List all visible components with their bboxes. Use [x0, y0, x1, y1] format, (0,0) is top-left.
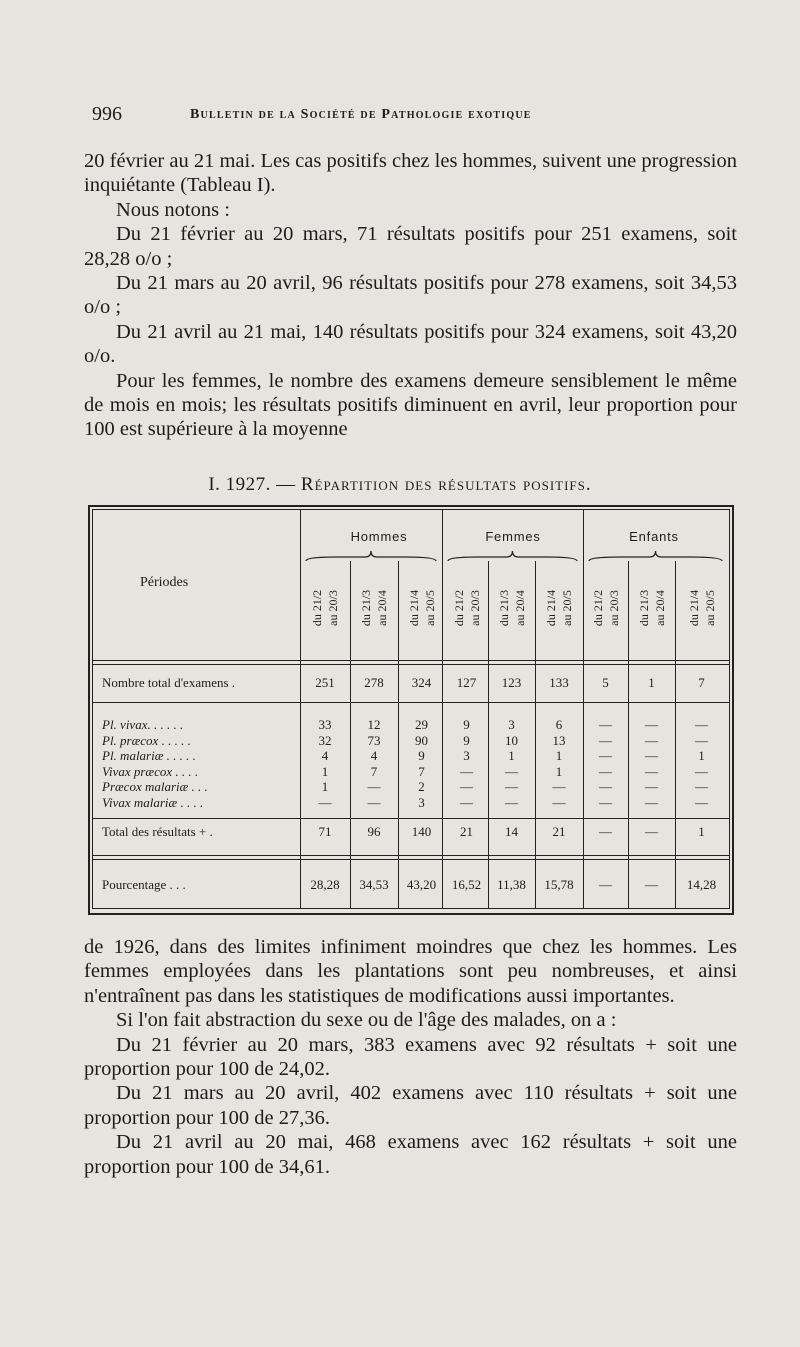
row-label-species: Vivax malariæ . . . .	[102, 794, 204, 810]
table-cell: 5	[602, 675, 609, 690]
body-text-before-table	[84, 149, 737, 442]
table-cell: —	[599, 794, 612, 810]
table-cell: —	[695, 732, 708, 748]
paragraph: Du 21 mars au 20 avril, 402 examens avec 110 résultats + soit une proportion pour 100 de 27,36.	[84, 1082, 737, 1129]
paragraph: de 1926, dans des limites infiniment moindres que chez les hommes. Les femmes employées dans les plantations sont peu nombreuses, et ainsi n'entraînent pas dans les statistiques de modifications aussi importantes.	[84, 936, 737, 1007]
period-header-line-1: du 21/2	[590, 589, 605, 627]
paragraph: Si l'on fait abstraction du sexe ou de l'âge des malades, on a :	[116, 1009, 617, 1032]
table-cell: —	[505, 763, 518, 779]
row-label-species: Pl. vivax. . . . . .	[102, 717, 184, 732]
table-cell: 96	[367, 824, 381, 839]
table-cell: 1	[698, 824, 705, 839]
paragraph: Nous notons :	[116, 198, 230, 221]
table-cell: 33	[318, 717, 332, 732]
row-label-species: Pl. præcox . . . . .	[102, 732, 191, 748]
results-table	[88, 505, 734, 915]
period-header-line-2: au 20/4	[512, 590, 527, 626]
table-cell: 133	[549, 675, 569, 690]
table-cell: 3	[418, 794, 425, 810]
table-cell: —	[367, 779, 381, 794]
period-header-line-1: du 21/3	[496, 589, 511, 627]
table-rule	[93, 859, 729, 860]
paragraph: Du 21 avril au 20 mai, 468 examens avec 162 résultats + soit une proportion pour 100 de 34,61.	[84, 1131, 737, 1178]
table-cell: —	[552, 794, 566, 810]
table-cell: —	[505, 779, 518, 794]
period-header-line-2: au 20/4	[375, 590, 389, 626]
table-column-rule	[300, 510, 301, 908]
table-cell: —	[645, 748, 658, 763]
table-cell: 29	[415, 717, 428, 732]
table-cell: 10	[505, 732, 518, 748]
table-cell: —	[695, 794, 708, 810]
period-header-line-1: du 21/2	[310, 589, 324, 627]
table-cell: —	[599, 877, 612, 892]
table-cell: —	[318, 794, 332, 810]
row-label-species: Vivax præcox . . . .	[102, 763, 199, 779]
table-cell: —	[505, 794, 518, 810]
table-cell: —	[695, 717, 708, 732]
table-cell: —	[599, 732, 612, 748]
paragraph: Pour les femmes, le nombre des examens demeure sensiblement le même de mois en mois; les résultats positifs diminuent en avril, leur proportion pour 100 est supérieure à la moyenne	[84, 369, 737, 441]
table-cell: 6	[555, 717, 563, 732]
table-cell: —	[460, 763, 473, 779]
table-cell: —	[645, 824, 658, 839]
table-column-rule	[442, 510, 443, 908]
table-cell: 14,28	[686, 877, 717, 892]
group-brace-icon	[446, 549, 579, 563]
table-cell: —	[460, 779, 473, 794]
table-cell: 123	[501, 675, 522, 690]
period-header-line-2: au 20/3	[326, 590, 340, 626]
table-cell: 73	[367, 732, 381, 748]
period-header-line-1: du 21/4	[686, 589, 701, 627]
table-cell: —	[695, 779, 708, 794]
table-cell: 3	[463, 748, 470, 763]
running-header	[92, 103, 742, 133]
table-cell: —	[645, 779, 658, 794]
row-label-species: Præcox malariæ . . .	[102, 779, 208, 794]
table-cell: 9	[418, 748, 425, 763]
table-cell: 21	[460, 824, 473, 839]
row-label-total-results: Total des résultats + .	[102, 824, 213, 839]
period-header-line-1: du 21/3	[636, 589, 651, 627]
group-brace-icon	[304, 549, 438, 563]
table-cell: —	[552, 779, 566, 794]
table-cell: 278	[364, 675, 384, 690]
table-cell: 2	[418, 779, 425, 794]
paragraph: 20 février au 21 mai. Les cas positifs chez les hommes, suivent une progression inquiétante (Tableau I).	[84, 150, 737, 197]
table-cell: 28,28	[310, 877, 340, 892]
table-cell: —	[367, 794, 381, 810]
table-cell: 140	[411, 824, 432, 839]
table-caption	[0, 474, 800, 496]
table-cell: 43,20	[406, 877, 437, 892]
table-cell: 12	[367, 717, 381, 732]
table-cell: —	[645, 717, 658, 732]
table-cell: 1	[321, 763, 329, 779]
row-label-percentage: Pourcentage . . .	[102, 877, 186, 892]
table-cell: —	[645, 794, 658, 810]
table-cell: 14	[505, 824, 518, 839]
paragraph: Du 21 avril au 21 mai, 140 résultats positifs pour 324 examens, soit 43,20 o/o.	[84, 320, 737, 368]
table-cell: 1	[555, 748, 563, 763]
table-cell: 7	[370, 763, 378, 779]
group-brace-icon	[587, 549, 724, 563]
table-caption-title: Répartition des résultats positifs.	[300, 474, 592, 495]
table-cell: 32	[318, 732, 332, 748]
table-cell: 324	[411, 675, 432, 690]
period-header-line-2: au 20/3	[467, 590, 482, 626]
row-label-species: Pl. malariæ . . . . .	[102, 748, 196, 763]
table-cell: 16,52	[451, 877, 482, 892]
table-cell: —	[645, 732, 658, 748]
paragraph: Du 21 février au 20 mars, 383 examens avec 92 résultats + soit une proportion pour 100 de 24,02.	[84, 1033, 737, 1081]
table-cell: —	[599, 763, 612, 779]
table-cell: —	[599, 748, 612, 763]
table-cell: 9	[463, 717, 470, 732]
body-text-after-table	[84, 935, 737, 1179]
table-cell: —	[460, 794, 473, 810]
period-header-line-2: au 20/5	[422, 590, 437, 626]
periods-header: Périodes	[140, 575, 189, 590]
table-cell: 21	[552, 824, 566, 839]
table-cell: 3	[508, 717, 515, 732]
table-cell: 1	[555, 763, 563, 779]
table-cell: —	[599, 779, 612, 794]
table-cell: 1	[648, 675, 655, 690]
table-cell: 15,78	[544, 877, 574, 892]
group-header-femmes: Femmes	[485, 529, 541, 544]
table-cell: 1	[508, 748, 515, 763]
table-cell: 7	[698, 675, 705, 690]
period-header-line-1: du 21/4	[406, 589, 421, 627]
table-cell: 1	[321, 779, 329, 794]
table-caption-number: I. 1927. —	[208, 474, 296, 495]
group-header-enfants: Enfants	[629, 529, 679, 544]
page-number: 996	[92, 103, 122, 125]
table-cell: 251	[315, 675, 335, 690]
table-cell: —	[645, 763, 658, 779]
table-rule	[93, 664, 729, 665]
period-header-line-2: au 20/5	[702, 590, 717, 626]
journal-title: Bulletin de la Société de Pathologie exotique	[190, 107, 532, 122]
table-column-rule	[583, 510, 584, 908]
table-cell: 7	[418, 763, 425, 779]
table-cell: 71	[318, 824, 332, 839]
row-label-total-exams: Nombre total d'examens .	[102, 675, 236, 690]
period-header-line-1: du 21/3	[359, 589, 373, 627]
table-cell: 11,38	[497, 877, 526, 892]
group-header-hommes: Hommes	[350, 529, 408, 544]
table-cell: 34,53	[359, 877, 389, 892]
period-header-line-2: au 20/4	[652, 590, 667, 626]
table-cell: 127	[456, 675, 477, 690]
table-rule	[93, 702, 729, 703]
period-header-line-1: du 21/4	[544, 589, 558, 627]
table-cell: 4	[370, 748, 378, 763]
table-rule	[93, 660, 729, 661]
table-cell: 9	[463, 732, 470, 748]
table-cell: —	[695, 763, 708, 779]
table-cell: 13	[552, 732, 566, 748]
table-cell: 4	[321, 748, 329, 763]
period-header-line-2: au 20/3	[606, 590, 621, 626]
table-inner-frame	[92, 509, 730, 909]
table-cell: —	[599, 717, 612, 732]
period-header-line-2: au 20/5	[560, 590, 574, 626]
paragraph: Du 21 mars au 20 avril, 96 résultats positifs pour 278 examens, soit 34,53 o/o ;	[84, 272, 737, 319]
table-cell: —	[599, 824, 612, 839]
paragraph: Du 21 février au 20 mars, 71 résultats positifs pour 251 examens, soit 28,28 o/o ;	[84, 223, 737, 270]
table-cell: —	[645, 877, 658, 892]
table-rule	[93, 818, 729, 819]
table-rule	[93, 855, 729, 856]
period-header-line-1: du 21/2	[451, 589, 466, 627]
table-cell: 90	[415, 732, 428, 748]
table-cell: 1	[698, 748, 705, 763]
